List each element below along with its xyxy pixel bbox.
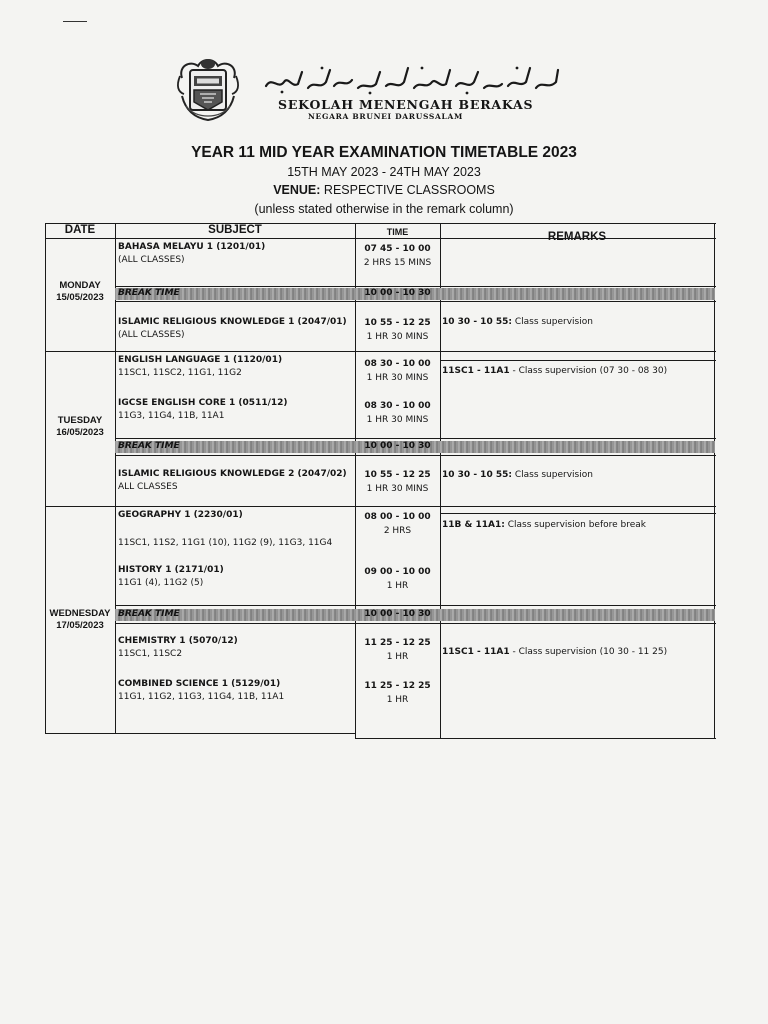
- remark-bold: 10 30 - 10 55:: [442, 317, 512, 327]
- exam-time: 08 30 - 10 00: [364, 401, 431, 411]
- time-cell: [355, 469, 440, 496]
- exam-cell: [118, 397, 288, 423]
- venue: [0, 183, 768, 197]
- remark-cell: [442, 520, 646, 530]
- time-cell: [355, 317, 440, 344]
- subject-name: ISLAMIC RELIGIOUS KNOWLEDGE 2 (2047/02): [118, 469, 347, 479]
- exam-cell: [118, 678, 284, 704]
- subject-classes: 11SC1, 11SC2, 11G1, 11G2: [118, 368, 242, 378]
- subject-name: GEOGRAPHY 1 (2230/01): [118, 510, 243, 520]
- corner-mark: [63, 21, 87, 22]
- subject-name: IGCSE ENGLISH CORE 1 (0511/12): [118, 398, 288, 408]
- exam-time: 11 25 - 12 25: [364, 638, 431, 648]
- exam-time: 10 55 - 12 25: [364, 318, 431, 328]
- line: [115, 301, 716, 302]
- remark-text: Class supervision: [511, 317, 593, 327]
- subject-name: COMBINED SCIENCE 1 (5129/01): [118, 679, 281, 689]
- exam-duration: 1 HR: [386, 651, 409, 662]
- remark-cell: [442, 366, 667, 376]
- header-time: TIME: [386, 227, 409, 237]
- subject-classes: 11SC1, 11SC2: [118, 649, 183, 659]
- day-name: MONDAY: [59, 280, 101, 291]
- line: [115, 623, 716, 624]
- day-date: 15/05/2023: [56, 292, 104, 303]
- time-cell: [355, 358, 440, 385]
- subject-classes: 11SC1, 11S2, 11G1 (10), 11G2 (9), 11G3, 11G4: [118, 538, 333, 548]
- subject-name: CHEMISTRY 1 (5070/12): [118, 636, 238, 646]
- subject-classes: ALL CLASSES: [118, 482, 178, 492]
- exam-duration: 1 HR 30 MINS: [366, 483, 429, 494]
- day-cell-wednesday: [45, 608, 115, 632]
- day-name: WEDNESDAY: [49, 608, 111, 619]
- tuesday-row-line: [45, 506, 716, 507]
- time-cell: [355, 511, 440, 538]
- exam-cell: [118, 241, 265, 267]
- exam-cell: [118, 316, 347, 342]
- time-cell: [355, 637, 440, 664]
- break-label: BREAK TIME: [118, 441, 180, 451]
- exam-time: 08 30 - 10 00: [364, 359, 431, 369]
- school-country: NEGARA BRUNEI DARUSSALAM: [308, 112, 464, 121]
- remark-bold: 10 30 - 10 55:: [442, 470, 512, 480]
- remark-text: Class supervision: [511, 470, 593, 480]
- header-subject: SUBJECT: [208, 224, 262, 236]
- subject-name: HISTORY 1 (2171/01): [118, 565, 224, 575]
- break-time: 10 00 - 10 30: [364, 609, 431, 619]
- break-time: 10 00 - 10 30: [364, 441, 431, 451]
- time-cell: [355, 566, 440, 593]
- subject-name: BAHASA MELAYU 1 (1201/01): [118, 242, 266, 252]
- jawi-school-name: [262, 62, 562, 96]
- school-name: SEKOLAH MENENGAH BERAKAS: [278, 97, 534, 112]
- day-cell-monday: [45, 280, 115, 304]
- exam-duration: 1 HR 30 MINS: [366, 331, 429, 342]
- remark-cell: [442, 647, 667, 657]
- subject-name: ISLAMIC RELIGIOUS KNOWLEDGE 1 (2047/01): [118, 317, 347, 327]
- school-crest-logo: [176, 56, 240, 122]
- monday-row-line: [45, 351, 716, 352]
- venue-value: RESPECTIVE CLASSROOMS: [323, 183, 495, 197]
- remark-bold: 11B & 11A1:: [442, 520, 505, 530]
- exam-time: 10 55 - 12 25: [364, 470, 431, 480]
- exam-duration: 2 HRS 15 MINS: [363, 257, 432, 268]
- header-remarks: REMARKS: [547, 231, 607, 243]
- exam-cell: [118, 537, 332, 550]
- time-cell: [355, 243, 440, 270]
- remark-cell: [442, 317, 593, 327]
- table-border-bottom-right: [355, 738, 716, 739]
- break-time: 10 00 - 10 30: [364, 288, 431, 298]
- exam-duration: 1 HR: [386, 694, 409, 705]
- exam-time: 09 00 - 10 00: [364, 567, 431, 577]
- time-cell: [355, 400, 440, 427]
- break-label: BREAK TIME: [118, 609, 180, 619]
- exam-time: 08 00 - 10 00: [364, 512, 431, 522]
- exam-duration: 2 HRS: [383, 525, 412, 536]
- time-cell: [355, 680, 440, 707]
- remark-text: Class supervision before break: [504, 520, 646, 530]
- venue-note: (unless stated otherwise in the remark column): [254, 202, 514, 216]
- remark-text: - Class supervision (07 30 - 08 30): [509, 366, 668, 376]
- exam-cell: [118, 468, 347, 494]
- exam-duration: 1 HR: [386, 580, 409, 591]
- line: [115, 605, 716, 606]
- break-label: BREAK TIME: [118, 288, 180, 298]
- remark-text: - Class supervision (10 30 - 11 25): [509, 647, 668, 657]
- subject-classes: (ALL CLASSES): [118, 330, 185, 340]
- day-date: 16/05/2023: [56, 427, 104, 438]
- exam-cell: [118, 564, 224, 590]
- day-cell-tuesday: [45, 415, 115, 439]
- line: [440, 360, 716, 361]
- line: [115, 286, 716, 287]
- exam-time: 07 45 - 10 00: [364, 244, 431, 254]
- exam-dates: 15TH MAY 2023 - 24TH MAY 2023: [287, 165, 481, 179]
- timetable: [45, 223, 716, 740]
- subject-classes: 11G3, 11G4, 11B, 11A1: [118, 411, 225, 421]
- remark-cell: [442, 470, 593, 480]
- subject-classes: 11G1 (4), 11G2 (5): [118, 578, 204, 588]
- table-border-bottom: [45, 733, 355, 734]
- subject-classes: 11G1, 11G2, 11G3, 11G4, 11B, 11A1: [118, 692, 285, 702]
- remark-bold: 11SC1 - 11A1: [442, 366, 510, 376]
- exam-cell: [118, 509, 243, 522]
- line: [115, 438, 716, 439]
- document-title: YEAR 11 MID YEAR EXAMINATION TIMETABLE 2023: [191, 144, 577, 161]
- remark-bold: 11SC1 - 11A1: [442, 647, 510, 657]
- exam-cell: [118, 354, 282, 380]
- header-date: DATE: [64, 224, 96, 236]
- day-name: TUESDAY: [57, 415, 103, 426]
- exam-cell: [118, 635, 238, 661]
- line: [440, 513, 716, 514]
- line: [115, 455, 716, 456]
- subject-classes: (ALL CLASSES): [118, 255, 185, 265]
- day-date: 17/05/2023: [56, 620, 104, 631]
- subject-name: ENGLISH LANGUAGE 1 (1120/01): [118, 355, 283, 365]
- exam-duration: 1 HR 30 MINS: [366, 414, 429, 425]
- exam-time: 11 25 - 12 25: [364, 681, 431, 691]
- venue-label: VENUE:: [273, 183, 321, 197]
- exam-duration: 1 HR 30 MINS: [366, 372, 429, 383]
